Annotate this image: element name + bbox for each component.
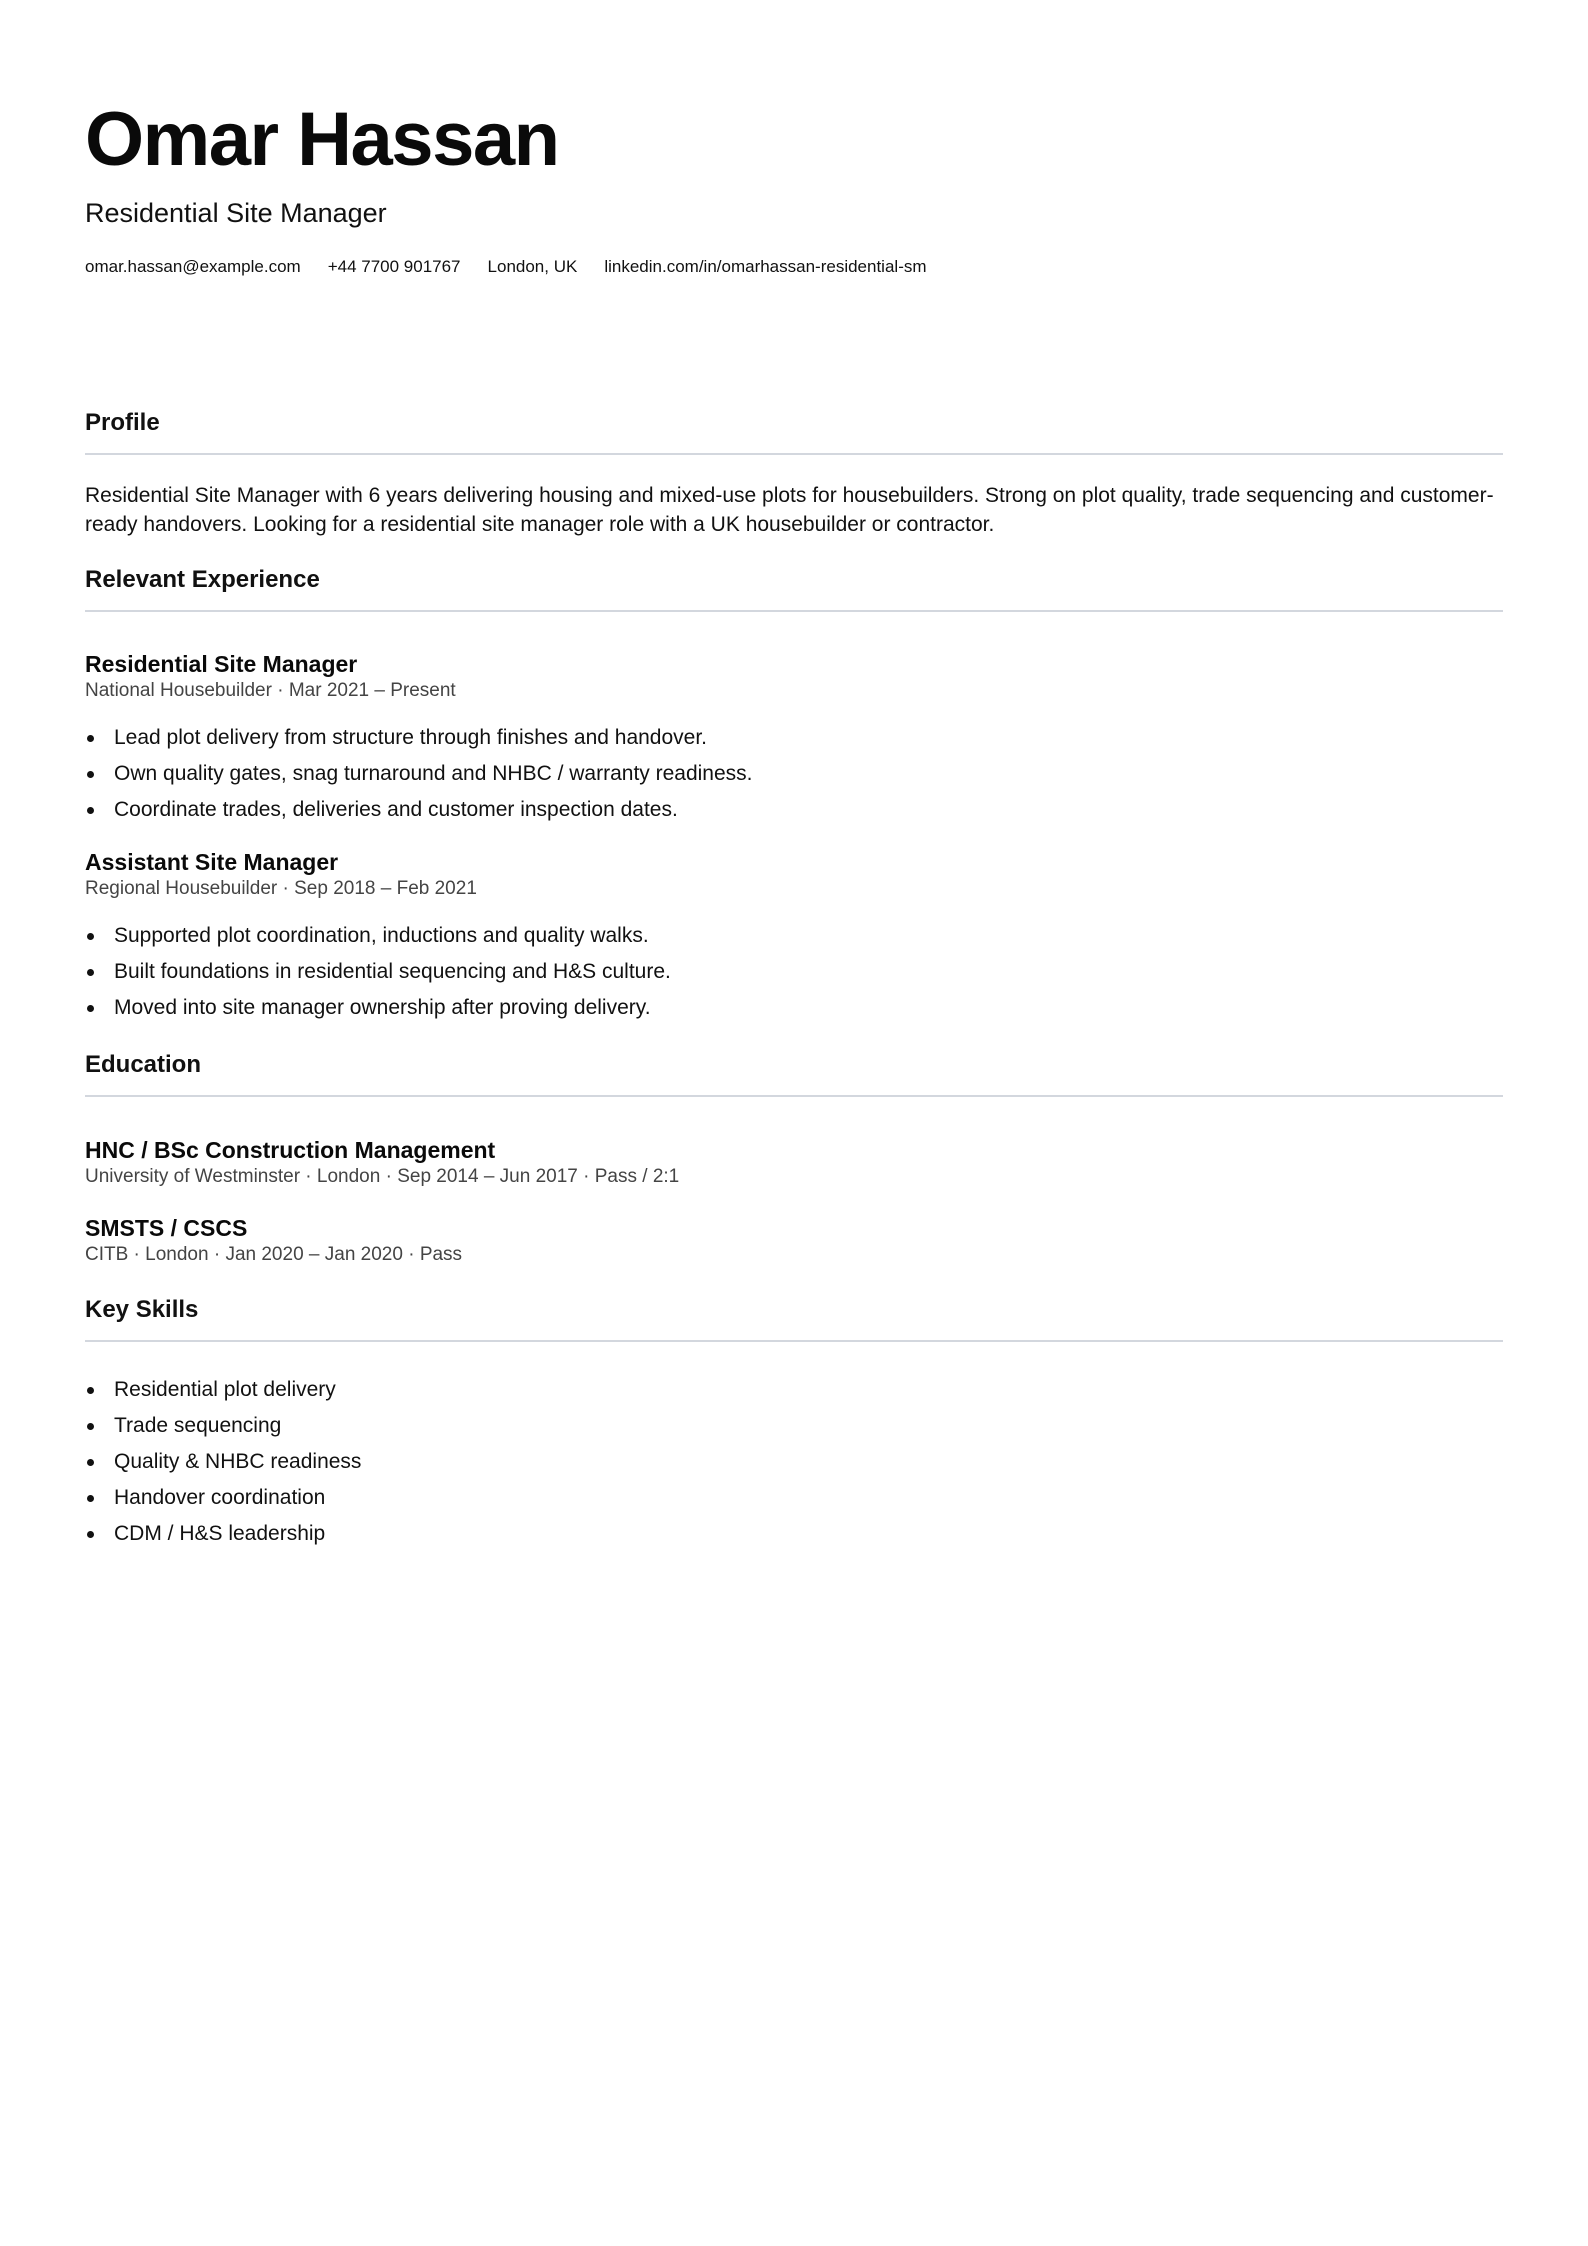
list-item: Built foundations in residential sequencing and H&S culture. [85,959,1503,985]
section-divider [85,1095,1503,1097]
job-bullets [85,923,1503,1021]
list-item: Coordinate trades, deliveries and customer inspection dates. [85,797,1503,823]
list-item: Residential plot delivery [85,1377,1503,1403]
list-item: CDM / H&S leadership [85,1521,1503,1547]
section-divider [85,1340,1503,1342]
candidate-name: Omar Hassan [85,97,559,182]
job-title: Residential Site Manager [85,651,358,677]
education-title: SMSTS / CSCS [85,1215,248,1241]
section-divider [85,610,1503,612]
education-title: HNC / BSc Construction Management [85,1137,496,1163]
profile-summary: Residential Site Manager with 6 years delivering housing and mixed-use plots for housebuilders. Strong on plot quality, trade sequencing and customer-ready handovers. Looking for a residential site manager role with a UK housebuilder or contractor. [85,484,1494,536]
profile-section [85,408,1503,539]
education-section [85,1050,1503,1097]
job-entry [85,650,1503,833]
section-divider [85,453,1503,455]
skills-section [85,1295,1503,1557]
education-entry [85,1214,1503,1267]
education-entry [85,1136,1503,1189]
contact-location: London, UK [487,257,578,276]
list-item: Own quality gates, snag turnaround and NHBC / warranty readiness. [85,761,1503,787]
section-title-skills: Key Skills [85,1296,199,1323]
contact-linkedin: linkedin.com/in/omarhassan-residential-sm [604,257,927,276]
job-meta: National Housebuilder · Mar 2021 – Present [85,680,456,701]
list-item: Quality & NHBC readiness [85,1449,1503,1475]
list-item: Lead plot delivery from structure through finishes and handover. [85,725,1503,751]
job-entry [85,848,1503,1031]
job-bullets [85,725,1503,823]
list-item: Moved into site manager ownership after proving delivery. [85,995,1503,1021]
contact-email: omar.hassan@example.com [85,257,301,276]
contact-phone: +44 7700 901767 [327,257,461,276]
candidate-headline: Residential Site Manager [85,198,387,228]
experience-section [85,565,1503,612]
section-title-profile: Profile [85,409,160,436]
skills-list [85,1377,1503,1547]
list-item: Supported plot coordination, inductions and quality walks. [85,923,1503,949]
section-title-experience: Relevant Experience [85,566,320,593]
list-item: Trade sequencing [85,1413,1503,1439]
contact-line [85,256,927,278]
job-title: Assistant Site Manager [85,849,339,875]
education-meta: University of Westminster · London · Sep 2014 – Jun 2017 · Pass / 2:1 [85,1166,680,1187]
job-meta: Regional Housebuilder · Sep 2018 – Feb 2021 [85,878,477,899]
education-meta: CITB · London · Jan 2020 – Jan 2020 · Pass [85,1244,463,1265]
list-item: Handover coordination [85,1485,1503,1511]
section-title-education: Education [85,1051,202,1078]
